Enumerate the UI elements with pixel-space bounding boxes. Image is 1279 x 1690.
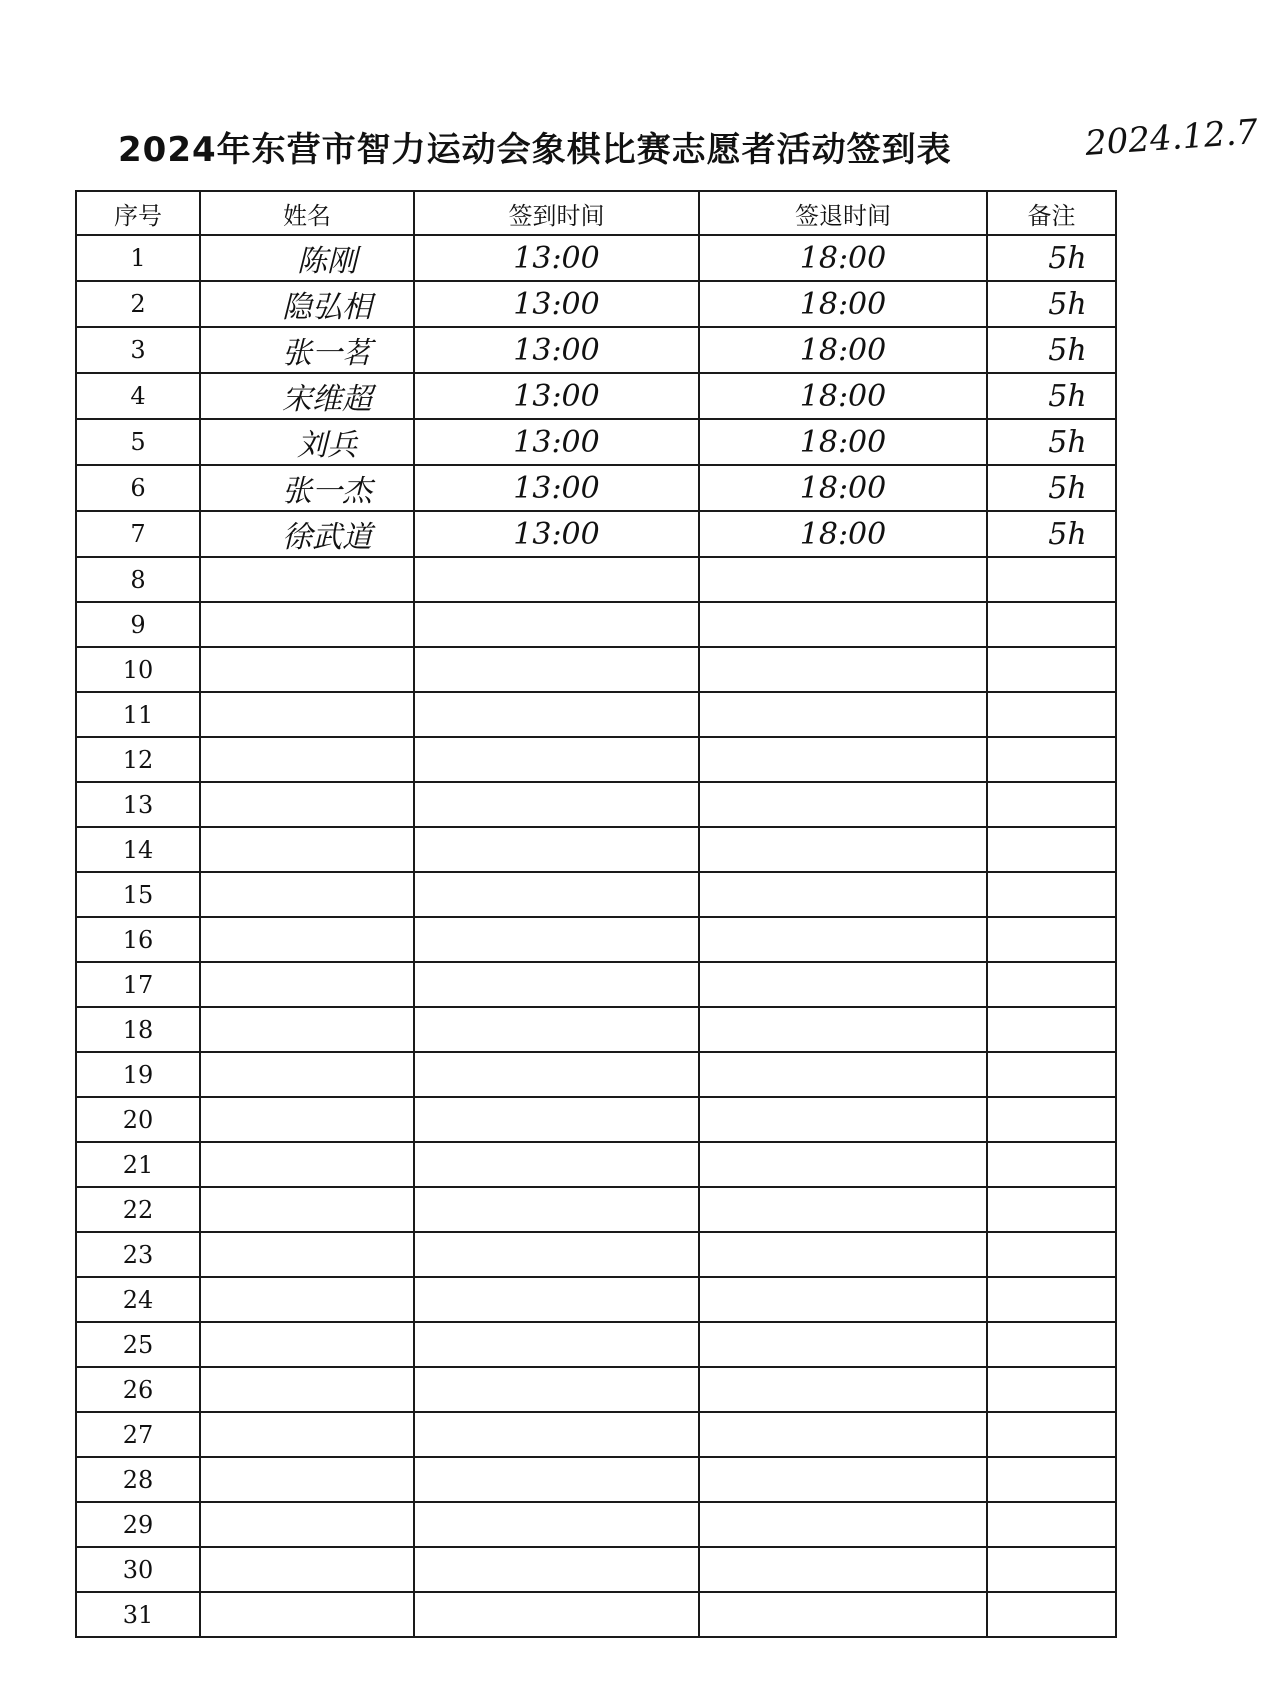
row-note (987, 1007, 1116, 1052)
row-note (987, 1592, 1116, 1637)
row-sign-in-time (414, 692, 699, 737)
row-name: 陈刚 (200, 235, 414, 281)
row-index: 28 (76, 1457, 200, 1502)
row-sign-out-time (699, 1277, 987, 1322)
row-index: 4 (76, 373, 200, 419)
table-row (76, 1007, 1116, 1052)
header-index: 序号 (76, 191, 200, 235)
row-sign-in-time (414, 1007, 699, 1052)
header-note: 备注 (987, 191, 1116, 235)
row-note (987, 1052, 1116, 1097)
row-sign-out-time (699, 1547, 987, 1592)
row-index: 31 (76, 1592, 200, 1637)
row-note (987, 1367, 1116, 1412)
row-sign-in-time: 13:00 (414, 281, 699, 327)
row-sign-out-time: 18:00 (699, 465, 987, 511)
row-sign-out-time (699, 602, 987, 647)
row-sign-in-time (414, 1457, 699, 1502)
row-index: 3 (76, 327, 200, 373)
row-index: 9 (76, 602, 200, 647)
row-note (987, 962, 1116, 1007)
table-row (76, 373, 1116, 419)
table-row (76, 872, 1116, 917)
row-index: 7 (76, 511, 200, 557)
row-sign-in-time (414, 602, 699, 647)
row-sign-out-time (699, 782, 987, 827)
row-index: 27 (76, 1412, 200, 1457)
row-note: 5h (987, 373, 1116, 419)
row-sign-out-time: 18:00 (699, 327, 987, 373)
row-index: 1 (76, 235, 200, 281)
table-row (76, 557, 1116, 602)
table-row (76, 327, 1116, 373)
page-title: 2024年东营市智力运动会象棋比赛志愿者活动签到表 (118, 130, 952, 170)
table-row (76, 1142, 1116, 1187)
row-note: 5h (987, 465, 1116, 511)
row-sign-out-time: 18:00 (699, 235, 987, 281)
row-sign-out-time (699, 1142, 987, 1187)
row-sign-out-time (699, 1502, 987, 1547)
row-sign-in-time (414, 557, 699, 602)
row-name (200, 1142, 414, 1187)
row-sign-in-time (414, 782, 699, 827)
row-sign-out-time (699, 917, 987, 962)
row-name (200, 1322, 414, 1367)
row-note (987, 1187, 1116, 1232)
sign-in-table (75, 190, 1117, 1638)
row-sign-in-time: 13:00 (414, 235, 699, 281)
row-name (200, 1007, 414, 1052)
row-note (987, 827, 1116, 872)
row-sign-in-time (414, 1277, 699, 1322)
row-sign-out-time (699, 872, 987, 917)
row-index: 23 (76, 1232, 200, 1277)
row-name (200, 737, 414, 782)
row-note (987, 692, 1116, 737)
row-index: 11 (76, 692, 200, 737)
table-row (76, 827, 1116, 872)
row-note (987, 917, 1116, 962)
table-row (76, 1592, 1116, 1637)
row-sign-in-time (414, 737, 699, 782)
row-name (200, 1547, 414, 1592)
row-index: 10 (76, 647, 200, 692)
row-name: 宋维超 (200, 373, 414, 419)
row-name (200, 692, 414, 737)
table-row (76, 235, 1116, 281)
table-row (76, 1232, 1116, 1277)
row-index: 30 (76, 1547, 200, 1592)
row-index: 15 (76, 872, 200, 917)
row-sign-in-time (414, 1097, 699, 1142)
row-note (987, 1232, 1116, 1277)
row-sign-in-time (414, 1052, 699, 1097)
table-row (76, 782, 1116, 827)
row-note (987, 1457, 1116, 1502)
row-index: 5 (76, 419, 200, 465)
table-row (76, 1187, 1116, 1232)
table-row (76, 962, 1116, 1007)
row-sign-in-time (414, 962, 699, 1007)
row-sign-out-time: 18:00 (699, 281, 987, 327)
row-index: 20 (76, 1097, 200, 1142)
row-name (200, 557, 414, 602)
row-sign-in-time: 13:00 (414, 327, 699, 373)
header-name: 姓名 (200, 191, 414, 235)
header (0, 112, 1279, 178)
row-index: 26 (76, 1367, 200, 1412)
row-name (200, 962, 414, 1007)
row-index: 18 (76, 1007, 200, 1052)
row-sign-in-time: 13:00 (414, 373, 699, 419)
row-name (200, 1052, 414, 1097)
row-sign-out-time (699, 827, 987, 872)
row-sign-out-time: 18:00 (699, 373, 987, 419)
row-note: 5h (987, 511, 1116, 557)
row-name (200, 827, 414, 872)
row-sign-in-time (414, 872, 699, 917)
header-sign-in-time: 签到时间 (414, 191, 699, 235)
table-row (76, 281, 1116, 327)
row-sign-in-time (414, 1367, 699, 1412)
row-note (987, 1277, 1116, 1322)
row-sign-in-time (414, 1502, 699, 1547)
table-body (76, 235, 1116, 1637)
row-note: 5h (987, 327, 1116, 373)
table-row (76, 647, 1116, 692)
row-name (200, 1097, 414, 1142)
row-sign-in-time (414, 1142, 699, 1187)
table-row (76, 1457, 1116, 1502)
row-sign-in-time (414, 647, 699, 692)
row-name (200, 1277, 414, 1322)
row-sign-out-time (699, 692, 987, 737)
row-note (987, 647, 1116, 692)
row-note (987, 1322, 1116, 1367)
row-sign-out-time (699, 962, 987, 1007)
row-note: 5h (987, 419, 1116, 465)
row-sign-in-time (414, 1322, 699, 1367)
row-sign-in-time (414, 1547, 699, 1592)
row-sign-out-time (699, 1007, 987, 1052)
row-sign-out-time (699, 647, 987, 692)
row-index: 14 (76, 827, 200, 872)
row-note (987, 737, 1116, 782)
row-index: 13 (76, 782, 200, 827)
row-sign-in-time: 13:00 (414, 419, 699, 465)
row-name (200, 1367, 414, 1412)
row-name (200, 647, 414, 692)
row-sign-out-time (699, 1592, 987, 1637)
handwritten-date: 2024.12.7 (1083, 112, 1260, 164)
row-sign-in-time (414, 1187, 699, 1232)
row-sign-in-time (414, 1592, 699, 1637)
row-name (200, 1457, 414, 1502)
row-note (987, 1142, 1116, 1187)
row-name: 徐武道 (200, 511, 414, 557)
row-sign-out-time (699, 1412, 987, 1457)
row-name (200, 1502, 414, 1547)
row-name (200, 1232, 414, 1277)
row-name: 张一杰 (200, 465, 414, 511)
row-index: 16 (76, 917, 200, 962)
row-sign-in-time: 13:00 (414, 511, 699, 557)
row-index: 24 (76, 1277, 200, 1322)
row-name (200, 1592, 414, 1637)
row-note (987, 1502, 1116, 1547)
row-name: 隐弘相 (200, 281, 414, 327)
row-sign-out-time (699, 557, 987, 602)
row-index: 21 (76, 1142, 200, 1187)
table-row (76, 737, 1116, 782)
row-name (200, 602, 414, 647)
table-row (76, 1097, 1116, 1142)
row-sign-in-time (414, 917, 699, 962)
header-sign-out-time: 签退时间 (699, 191, 987, 235)
row-name: 张一茗 (200, 327, 414, 373)
row-name (200, 872, 414, 917)
row-note (987, 1097, 1116, 1142)
table-row (76, 1052, 1116, 1097)
row-sign-out-time (699, 737, 987, 782)
row-sign-out-time (699, 1187, 987, 1232)
row-sign-out-time: 18:00 (699, 419, 987, 465)
row-index: 6 (76, 465, 200, 511)
table-row (76, 1277, 1116, 1322)
row-note (987, 1547, 1116, 1592)
row-sign-out-time (699, 1457, 987, 1502)
table-row (76, 1547, 1116, 1592)
row-note (987, 782, 1116, 827)
row-note (987, 1412, 1116, 1457)
row-note: 5h (987, 235, 1116, 281)
row-name (200, 1412, 414, 1457)
row-note: 5h (987, 281, 1116, 327)
row-index: 8 (76, 557, 200, 602)
row-name (200, 917, 414, 962)
row-index: 2 (76, 281, 200, 327)
table-row (76, 419, 1116, 465)
row-sign-out-time (699, 1052, 987, 1097)
row-sign-out-time (699, 1097, 987, 1142)
row-sign-out-time (699, 1232, 987, 1277)
table-header-row (76, 191, 1116, 235)
table-row (76, 602, 1116, 647)
table-row (76, 465, 1116, 511)
row-note (987, 872, 1116, 917)
table-row (76, 511, 1116, 557)
row-index: 22 (76, 1187, 200, 1232)
row-note (987, 557, 1116, 602)
row-sign-out-time (699, 1367, 987, 1412)
row-index: 17 (76, 962, 200, 1007)
row-sign-in-time (414, 1232, 699, 1277)
table-row (76, 692, 1116, 737)
row-name: 刘兵 (200, 419, 414, 465)
table-row (76, 1412, 1116, 1457)
row-sign-out-time: 18:00 (699, 511, 987, 557)
row-index: 25 (76, 1322, 200, 1367)
row-sign-out-time (699, 1322, 987, 1367)
row-sign-in-time (414, 1412, 699, 1457)
table-row (76, 1367, 1116, 1412)
table-row (76, 1322, 1116, 1367)
row-name (200, 1187, 414, 1232)
table-row (76, 1502, 1116, 1547)
row-name (200, 782, 414, 827)
row-index: 19 (76, 1052, 200, 1097)
row-index: 29 (76, 1502, 200, 1547)
row-note (987, 602, 1116, 647)
row-sign-in-time (414, 827, 699, 872)
row-index: 12 (76, 737, 200, 782)
row-sign-in-time: 13:00 (414, 465, 699, 511)
table-row (76, 917, 1116, 962)
